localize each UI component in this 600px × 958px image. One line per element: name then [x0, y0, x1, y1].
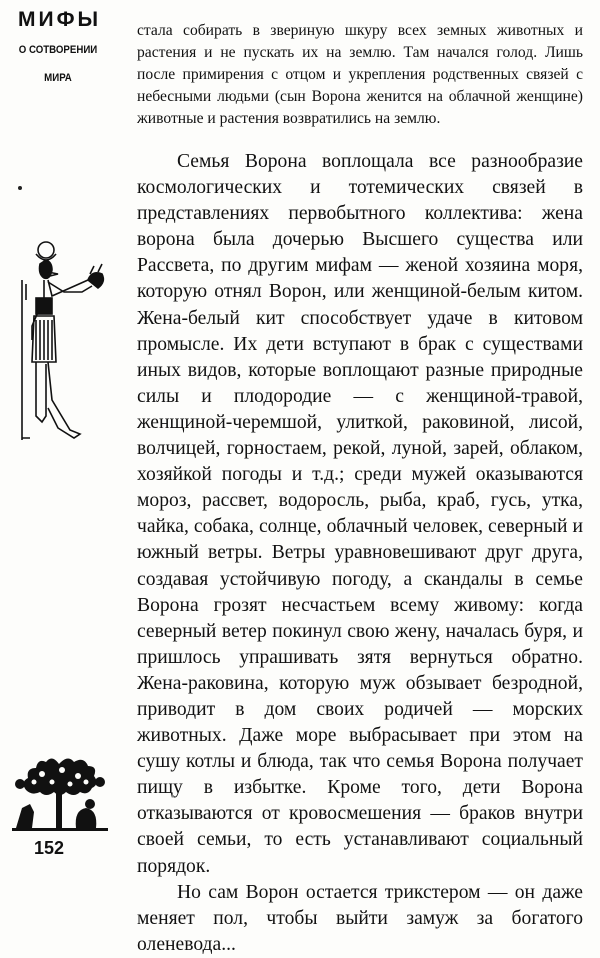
running-header-subtitle: [16, 36, 100, 92]
margin-column: [0, 0, 120, 872]
paragraph-3: Но сам Ворон остается трикстером — он даже меняет пол, чтобы выйти замуж за богатого оленевода...: [137, 881, 583, 955]
running-header-subtitle-line1: О СОТВОРЕНИИ: [18, 44, 98, 56]
tree-ornament-illustration: [12, 754, 108, 832]
margin-dot: [18, 186, 22, 190]
body-text: [137, 20, 583, 958]
running-header-subtitle-line2: МИРА: [44, 72, 72, 84]
running-header-title: МИФЫ: [18, 8, 102, 31]
paragraph-2: Семья Ворона воплощала все разнообразие космологических и тотемических связей в представлениях первобытного коллектива: жена ворона была дочерью Высшего существа или Рассвета, по другим мифам — женой хозяина моря, которую отнял Ворон, или женщиной-белым китом. Жена-белый кит способствует удаче в китовом промысле. Их дети вступают в брак с существами иных видов, которые воплощают разные природные силы и плодородие — с женщиной-травой, женщиной-черемшой, улиткой, раковиной, лисой, волчицей, горностаем, рекой, луной, зарей, облаком, хозяйкой погоды и т.д.; среди мужей оказываются мороз, рассвет, водоросль, рыба, краб, гусь, утка, чайка, собака, солнце, облачный человек, северный и южный ветры. Ветры уравновешивают друг друга, создавая устойчивую погоду, а скандалы в семье Ворона грозят несчастьем всему живому: когда северный ветер покинул свою жену, началась буря, и пришлось упрашивать зятя вернуться обратно. Жена-раковина, которую муж обзывает безродной, приводит в дом своих родичей — морских животных. Даже море выбрасывает при этом на сушу котлы и блюда, так что семья Ворона получает пищу в избытке. Кроме того, дети Ворона отказываются от кровосмешения — браков внутри своей семьи, то есть устанавливают социальный порядок.: [137, 151, 583, 877]
egyptian-figure-illustration: [18, 240, 118, 450]
paragraph-1: стала собирать в звериную шкуру всех земных животных и растения и не пускать их на землю. Там начался голод. Лишь после примирения с отцом и укрепления родственных связей с небесными людьми (сын Ворона женится на облачной женщине) животные и растения возвратились на землю.: [137, 22, 583, 127]
page-number: 152: [34, 838, 65, 858]
